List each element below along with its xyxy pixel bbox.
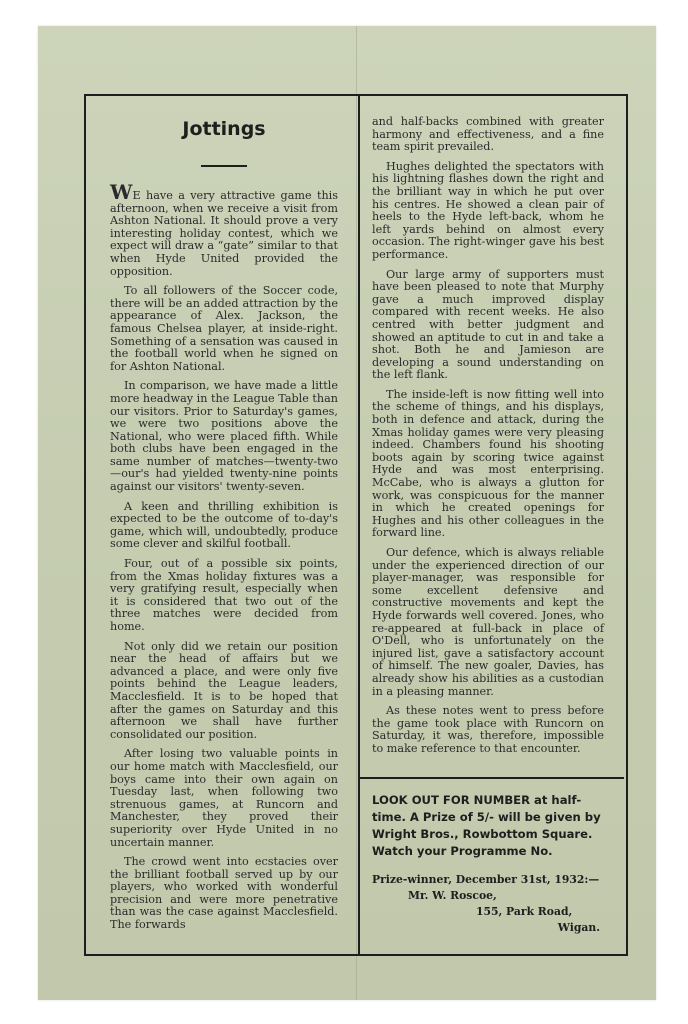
- notice-divider: [360, 777, 624, 779]
- paragraph-13: Our defence, which is always reliable under the experienced direction of our player-manager, was responsible for some excellent defensive and constructive movements and kept the Hyde forwards well covered. Jones, who re-appeared at full-back in place of O'Dell, who is unfortunately on the injured list, gave a satisfactory account of himself. The new goaler, Davies, has already show his abilities as a custodian in a pleasing manner.: [372, 546, 604, 698]
- page-title: Jottings: [182, 118, 266, 140]
- paragraph-4: A keen and thrilling exhibition is expected to be the outcome of to-day's game, which will, undoubtedly, produce some clever and skilful football.: [110, 499, 338, 551]
- drop-cap: W: [110, 180, 133, 204]
- column-divider: [358, 94, 360, 954]
- paragraph-11: Our large army of supporters must have been pleased to note that Murphy gave a much improved display compared with recent weeks. He also centred with better judgment and showed an aptitude to cut in and take a shot. Both he and Jamieson are developing a sound understanding on the left flank.: [372, 267, 604, 382]
- paragraph-6: Not only did we retain our position near the head of affairs but we advanced a place, and were only five points behind the League leaders, Macclesfield. It is to be hoped that after the games on Saturday and this afternoon we shall have further consolidated our position.: [110, 639, 338, 741]
- paragraph-9: and half-backs combined with greater harmony and effectiveness, and a fine team spirit prevailed.: [372, 115, 604, 154]
- paragraph-12: The inside-left is now fitting well into the scheme of things, and his displays, both in defence and attack, during the Xmas holiday games were very pleasing indeed. Chambers found his shooting boots again by scoring twice against Hyde and was most enterprising. McCabe, who is always a glutton for work, was conspicuous for the manner in which he created openings for Hughes and his other colleagues in the forward line.: [372, 387, 604, 540]
- prize-winner-block: [372, 872, 606, 936]
- paragraph-7: After losing two valuable points in our home match with Macclesfield, our boys came into their own again on Tuesday last, when following two strenuous games, at Runcorn and Manchester, they proved their superiority over Hyde United in no uncertain manner.: [110, 747, 338, 849]
- prize-winner-address: 155, Park Road,: [476, 905, 573, 918]
- paragraph-1: [110, 180, 338, 278]
- paragraph-1-text: E have a very attractive game this afternoon, when we receive a visit from Ashton National. It should prove a very interesting holiday contest, which we expect will draw a “gate” similar to that when Hyde United provided the opposition.: [110, 189, 338, 278]
- prize-winner-name: Mr. W. Roscoe,: [408, 889, 497, 902]
- paragraph-2: To all followers of the Soccer code, there will be an added attraction by the appearance of Alex. Jackson, the famous Chelsea player, at inside-right. Something of a sensation was caused in the football world when he signed on for Ashton National.: [110, 284, 338, 373]
- paragraph-3: In comparison, we have made a little more headway in the League Table than our visitors. Prior to Saturday's games, we were two positions above the National, who were placed fifth. While both clubs have been engaged in the same number of matches—twenty-two—our's had yielded twenty-nine points against our visitors' twenty-seven.: [110, 379, 338, 494]
- paragraph-5: Four, out of a possible six points, from the Xmas holiday fixtures was a very gratifying result, especially when it is considered that two out of the three matches were decided from home.: [110, 557, 338, 633]
- prize-winner-town: Wigan.: [557, 921, 600, 934]
- left-column: [110, 180, 338, 939]
- paragraph-10: Hughes delighted the spectators with his lightning flashes down the right and the brilliant way in which he put over his centres. He showed a clean pair of heels to the Hyde left-back, whom he left yards behind on almost every occasion. The right-winger gave his best performance.: [372, 159, 604, 261]
- paragraph-14: As these notes went to press before the game took place with Runcorn on Saturday, it was, therefore, impossible to make reference to that encounter.: [372, 704, 604, 755]
- lucky-number-notice: LOOK OUT FOR NUMBER at half-time. A Prize of 5/- will be given by Wright Bros., Rowbottom Square. Watch your Programme No.: [372, 793, 601, 858]
- right-column: [372, 116, 604, 763]
- paragraph-8: The crowd went into ecstacies over the brilliant football served up by our players, who worked with wonderful precision and were more penetrative than was the case against Macclesfield. The forwards: [110, 855, 338, 932]
- prize-winner-heading: Prize-winner, December 31st, 1932:—: [372, 873, 600, 886]
- title-underline: [201, 165, 247, 167]
